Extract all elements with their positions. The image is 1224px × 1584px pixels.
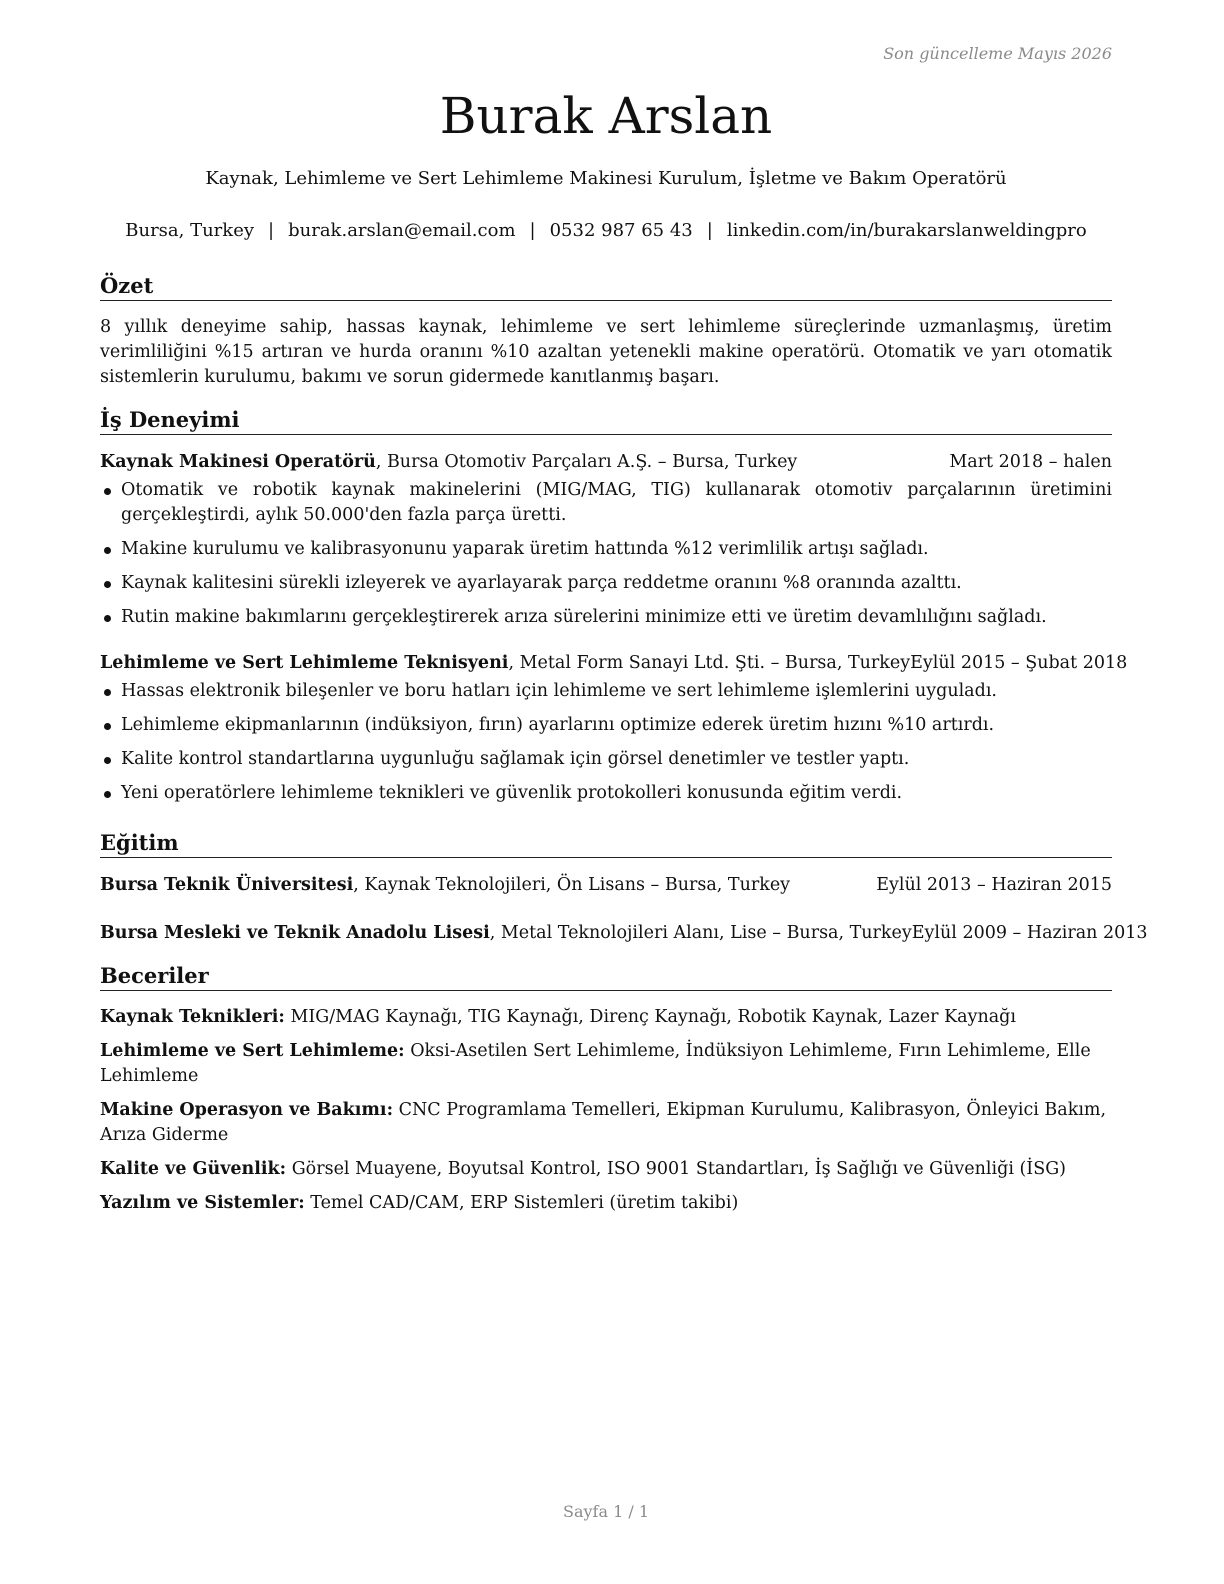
summary-text: 8 yıllık deneyime sahip, hassas kaynak, lehimleme ve sert lehimleme süreçlerinde uzmanlaşmış, üretim verimliliğini %15 artıran ve hurda oranını %10 azaltan yetenekli makine operatörü. Otomatik ve yarı otomatik sistemlerin kurulumu, bakımı ve sorun gidermede kanıtlanmış başarı. xyxy=(100,317,1112,387)
section-heading: Beceriler xyxy=(100,962,1112,991)
list-item: Makine kurulumu ve kalibrasyonunu yaparak üretim hattında %12 verimlilik artışı sağladı. xyxy=(100,537,1112,562)
skill-row xyxy=(100,1157,1112,1182)
education-detail: , Metal Teknolojileri Alanı, Lise – Bursa, Turkey xyxy=(489,923,912,943)
list-item: Yeni operatörlere lehimleme teknikleri ve güvenlik protokolleri konusunda eğitim verdi. xyxy=(100,781,1112,806)
skill-value: Temel CAD/CAM, ERP Sistemleri (üretim takibi) xyxy=(304,1193,739,1213)
job-role: Lehimleme ve Sert Lehimleme Teknisyeni xyxy=(100,653,509,673)
contact-linkedin[interactable]: linkedin.com/in/burakarslanweldingpro xyxy=(726,220,1087,241)
contact-separator: | xyxy=(529,220,536,241)
education-entry xyxy=(100,873,1112,897)
last-updated-note: Son güncelleme Mayıs 2026 xyxy=(883,44,1112,63)
job-entry xyxy=(100,651,1128,806)
job-organization: , Bursa Otomotiv Parçaları A.Ş. – Bursa, Turkey xyxy=(375,452,798,472)
contact-location: Bursa, Turkey xyxy=(125,220,255,241)
education-section xyxy=(100,829,1148,945)
skill-label: Kaynak Teknikleri: xyxy=(100,1007,285,1027)
list-item: Kaynak kalitesini sürekli izleyerek ve ayarlayarak parça reddetme oranını %8 oranında azalttı. xyxy=(100,571,1112,596)
job-organization: , Metal Form Sanayi Ltd. Şti. – Bursa, Turkey xyxy=(508,653,911,673)
contact-line xyxy=(100,218,1112,244)
job-header xyxy=(100,450,1112,474)
list-item: Rutin makine bakımlarını gerçekleştirerek arıza sürelerini minimize etti ve üretim devamlılığını sağladı. xyxy=(100,605,1112,630)
school-name: Bursa Teknik Üniversitesi xyxy=(100,875,354,895)
job-bullets xyxy=(100,679,1112,806)
contact-phone[interactable]: 0532 987 65 43 xyxy=(549,220,693,241)
skill-label: Lehimleme ve Sert Lehimleme: xyxy=(100,1041,405,1061)
skill-label: Kalite ve Güvenlik: xyxy=(100,1159,287,1179)
skill-value: Oksi-Asetilen Sert Lehimleme, İndüksiyon Lehimleme, Fırın Lehimleme, Elle Lehimleme xyxy=(100,1041,1091,1086)
list-item: Kalite kontrol standartlarına uygunluğu sağlamak için görsel denetimler ve testler yaptı. xyxy=(100,747,1112,772)
skill-row xyxy=(100,1191,1112,1216)
job-bullets xyxy=(100,478,1112,630)
skill-row xyxy=(100,1098,1112,1148)
resume-page xyxy=(100,0,1148,1584)
job-dates: Mart 2018 – halen xyxy=(949,452,1112,472)
education-dates: Eylül 2009 – Haziran 2013 xyxy=(911,923,1148,943)
contact-separator: | xyxy=(268,220,275,241)
skills-section xyxy=(100,962,1112,1225)
skill-label: Makine Operasyon ve Bakımı: xyxy=(100,1100,394,1120)
skill-row xyxy=(100,1005,1112,1030)
education-detail: , Kaynak Teknolojileri, Ön Lisans – Bursa, Turkey xyxy=(353,875,791,895)
list-item: Otomatik ve robotik kaynak makinelerini (MIG/MAG, TIG) kullanarak otomotiv parçalarının üretimini gerçekleştirdi, aylık 50.000'den fazla parça üretti. xyxy=(100,478,1112,528)
section-heading: Eğitim xyxy=(100,829,1112,858)
section-heading: İş Deneyimi xyxy=(100,406,1112,435)
list-item: Hassas elektronik bileşenler ve boru hatları için lehimleme ve sert lehimleme işlemlerini uyguladı. xyxy=(100,679,1112,704)
candidate-title: Kaynak, Lehimleme ve Sert Lehimleme Makinesi Kurulum, İşletme ve Bakım Operatörü xyxy=(205,168,1007,189)
job-dates: Eylül 2015 – Şubat 2018 xyxy=(910,653,1128,673)
skill-row xyxy=(100,1039,1112,1089)
contact-separator: | xyxy=(706,220,713,241)
skill-value: CNC Programlama Temelleri, Ekipman Kurulumu, Kalibrasyon, Önleyici Bakım, Arıza Giderme xyxy=(100,1100,1107,1145)
education-entry xyxy=(100,921,1148,945)
job-entry xyxy=(100,450,1112,630)
school-name: Bursa Mesleki ve Teknik Anadolu Lisesi xyxy=(100,923,490,943)
experience-section xyxy=(100,406,1128,815)
contact-email[interactable]: burak.arslan@email.com xyxy=(288,220,516,241)
skill-value: MIG/MAG Kaynağı, TIG Kaynağı, Direnç Kaynağı, Robotik Kaynak, Lazer Kaynağı xyxy=(284,1007,1016,1027)
job-role: Kaynak Makinesi Operatörü xyxy=(100,452,376,472)
education-dates: Eylül 2013 – Haziran 2015 xyxy=(876,875,1112,895)
skill-label: Yazılım ve Sistemler: xyxy=(100,1193,305,1213)
list-item: Lehimleme ekipmanlarının (indüksiyon, fırın) ayarlarını optimize ederek üretim hızını %10 artırdı. xyxy=(100,713,1112,738)
summary-section xyxy=(100,272,1112,390)
section-heading: Özet xyxy=(100,272,1112,301)
skill-value: Görsel Muayene, Boyutsal Kontrol, ISO 9001 Standartları, İş Sağlığı ve Güvenliği (İSG) xyxy=(286,1159,1067,1179)
skills-list xyxy=(100,1005,1112,1216)
job-header xyxy=(100,651,1128,675)
candidate-name: Burak Arslan xyxy=(439,87,773,145)
page-number: Sayfa 1 / 1 xyxy=(562,1502,649,1521)
